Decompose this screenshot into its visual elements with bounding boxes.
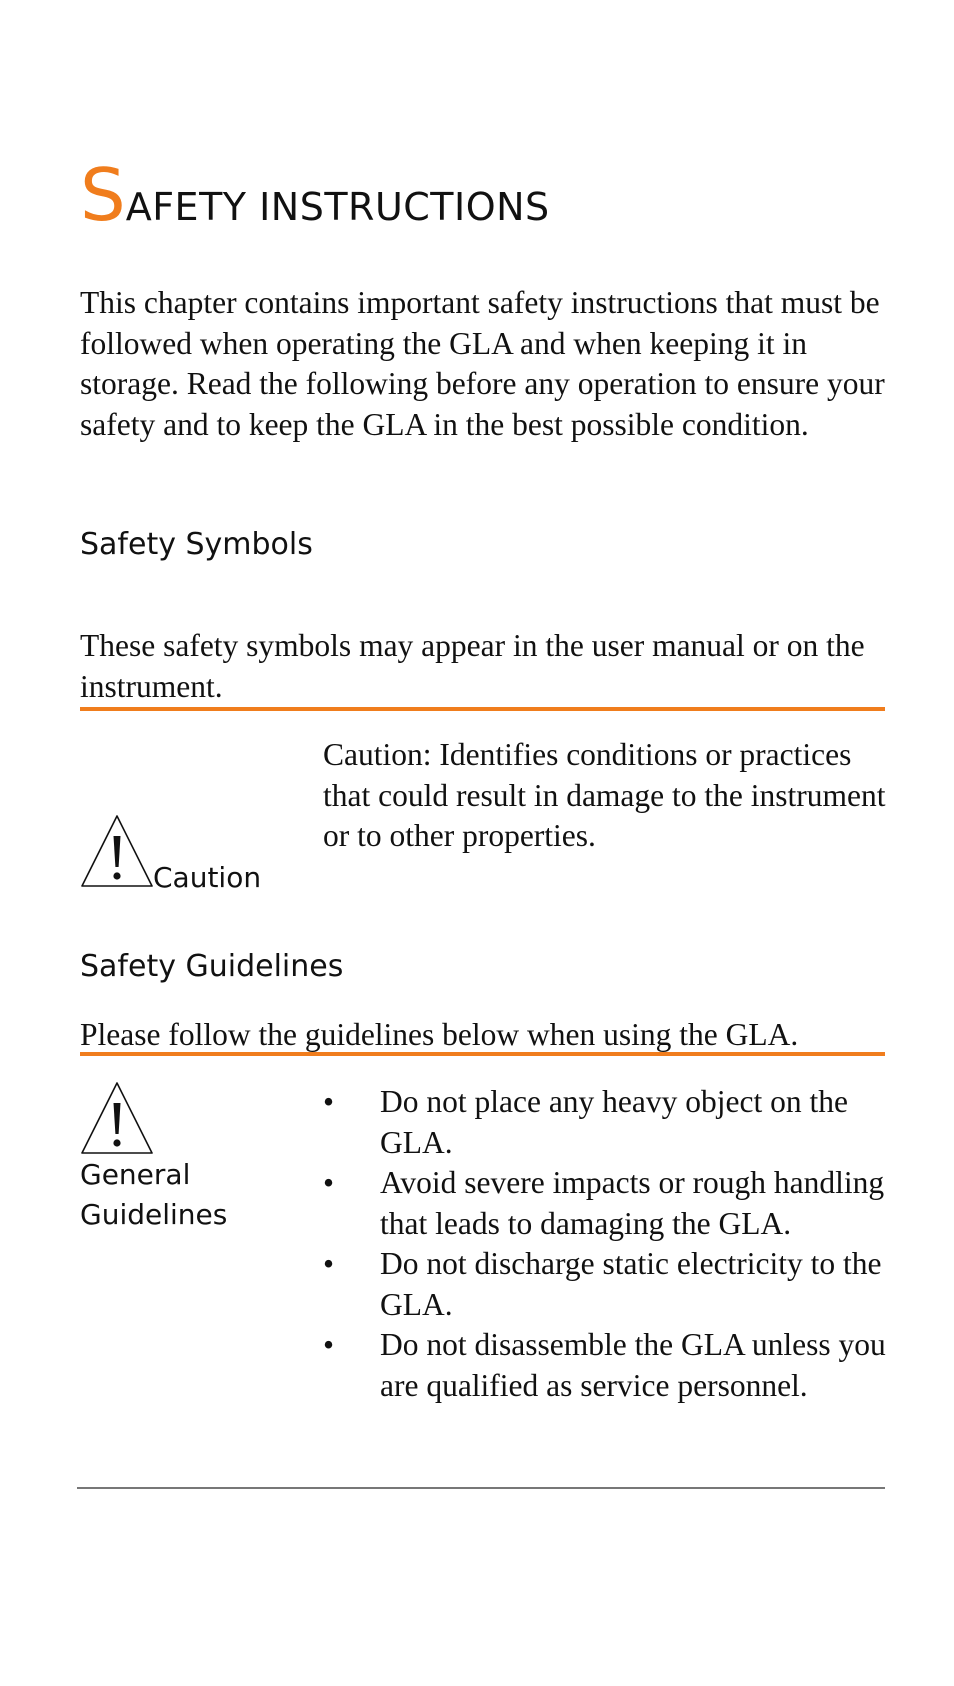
title-rest: AFETY INSTRUCTIONS [125,185,550,230]
section-divider [80,707,885,711]
bullet: • [323,1327,335,1362]
list-item-text: Do not disassemble the GLA unless you are qualified as service personnel. [380,1327,886,1403]
safety-symbols-heading: Safety Symbols [80,527,313,562]
caution-description: Caution: Identifies conditions or practices that could result in damage to the instrument or to other properties. [323,737,886,853]
safety-guidelines-text: Please follow the guidelines below when using the GLA. [80,1017,799,1052]
title-initial: S [80,153,126,238]
page-title [80,153,550,238]
warning-triangle-icon [80,1081,154,1155]
bullet: • [323,1165,335,1200]
intro-paragraph: This chapter contains important safety instructions that must be followed when operating the GLA and when keeping it in storage. Read the following before any operation to ensure your safety and to keep the GLA in the best possible condition. [80,285,885,442]
safety-symbols-text: These safety symbols may appear in the user manual or on the instrument. [80,628,865,704]
table-bottom-rule [77,1487,885,1489]
safety-guidelines-heading: Safety Guidelines [80,949,344,984]
list-item [323,1163,903,1244]
bullet: • [323,1246,335,1281]
caution-label: Caution [153,861,262,894]
list-item-text: Do not place any heavy object on the GLA. [380,1084,848,1160]
list-item-text: Do not discharge static electricity to the GLA. [380,1246,882,1322]
list-item [323,1325,903,1406]
guidelines-list [323,1082,903,1406]
list-item [323,1244,903,1325]
section-divider [80,1052,885,1056]
list-item-text: Avoid severe impacts or rough handling that leads to damaging the GLA. [380,1165,885,1241]
list-item [323,1082,903,1163]
general-guidelines-label: General Guidelines [80,1158,228,1231]
warning-triangle-icon [80,814,154,888]
bullet: • [323,1084,335,1119]
